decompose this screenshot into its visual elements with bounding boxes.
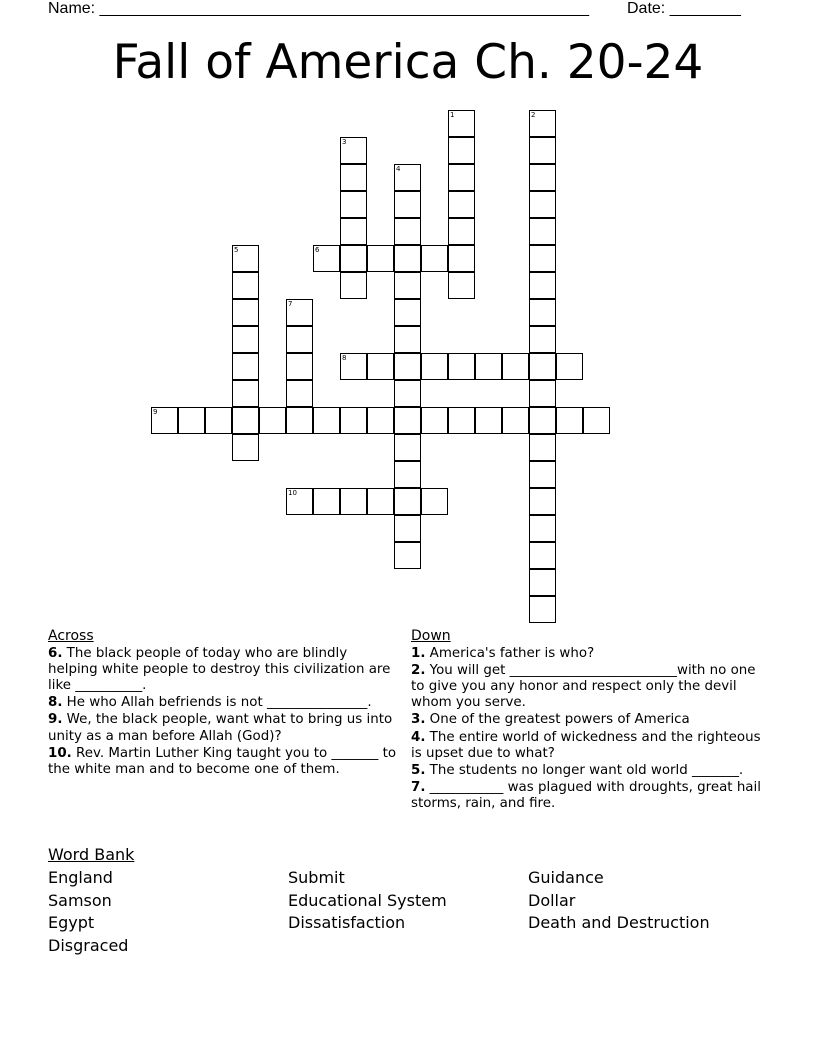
- crossword-cell[interactable]: [205, 407, 232, 434]
- crossword-cell[interactable]: [529, 569, 556, 596]
- crossword-cell[interactable]: [448, 137, 475, 164]
- clue-text: You will get _________________________with no one to give you any honor and respect only the devil whom you serve.: [411, 663, 756, 711]
- cell-number: 4: [396, 165, 401, 173]
- clue-text: The students no longer want old world _______.: [429, 762, 744, 778]
- crossword-cell[interactable]: [394, 461, 421, 488]
- crossword-cell[interactable]: [313, 245, 340, 272]
- crossword-cell[interactable]: [367, 488, 394, 515]
- crossword-cell[interactable]: [394, 380, 421, 407]
- cell-number: 3: [342, 138, 347, 146]
- clue-across-9: [48, 712, 398, 744]
- word-bank-item: Educational System: [288, 890, 447, 910]
- crossword-cell[interactable]: [448, 164, 475, 191]
- crossword-cell[interactable]: [286, 326, 313, 353]
- clue-down-3: [411, 712, 771, 728]
- crossword-cell[interactable]: [502, 407, 529, 434]
- crossword-cell[interactable]: [529, 137, 556, 164]
- crossword-cell[interactable]: [421, 353, 448, 380]
- down-heading: Down: [411, 628, 451, 644]
- crossword-cell[interactable]: [529, 407, 556, 434]
- crossword-cell[interactable]: [529, 434, 556, 461]
- date-field[interactable]: Date: ________: [627, 0, 741, 17]
- cell-number: 9: [153, 408, 158, 416]
- crossword-cell[interactable]: [421, 245, 448, 272]
- clue-number: 8.: [48, 695, 63, 711]
- crossword-cell[interactable]: [340, 191, 367, 218]
- crossword-cell[interactable]: [448, 353, 475, 380]
- crossword-cell[interactable]: [232, 353, 259, 380]
- crossword-cell[interactable]: [232, 434, 259, 461]
- cell-number: 8: [342, 354, 347, 362]
- crossword-cell[interactable]: [448, 191, 475, 218]
- word-bank-item: Submit: [288, 868, 345, 887]
- crossword-cell[interactable]: [556, 407, 583, 434]
- crossword-cell[interactable]: [340, 488, 367, 515]
- crossword-cell[interactable]: [313, 407, 340, 434]
- crossword-cell[interactable]: [232, 245, 259, 272]
- crossword-cell[interactable]: [232, 272, 259, 299]
- crossword-cell[interactable]: [394, 299, 421, 326]
- word-bank-item: Guidance: [528, 868, 604, 887]
- clue-text: He who Allah befriends is not _______________.: [66, 695, 372, 711]
- clue-number: 6.: [48, 646, 63, 662]
- clue-text: One of the greatest powers of America: [429, 712, 690, 728]
- clue-number: 5.: [411, 762, 426, 778]
- cell-number: 6: [315, 246, 320, 254]
- crossword-cell[interactable]: [421, 488, 448, 515]
- clue-number: 9.: [48, 712, 63, 728]
- crossword-cell[interactable]: [394, 353, 421, 380]
- crossword-cell[interactable]: [529, 596, 556, 623]
- across-heading: Across: [48, 628, 94, 644]
- clue-number: 3.: [411, 712, 426, 728]
- cell-number: 1: [450, 111, 455, 119]
- crossword-cell[interactable]: [394, 191, 421, 218]
- crossword-cell[interactable]: [232, 407, 259, 434]
- crossword-cell[interactable]: [367, 407, 394, 434]
- word-bank-item: Samson: [48, 890, 112, 910]
- clue-text: The entire world of wickedness and the righteous is upset due to what?: [411, 729, 761, 761]
- crossword-cell[interactable]: [529, 110, 556, 137]
- crossword-cell[interactable]: [286, 407, 313, 434]
- crossword-cell[interactable]: [529, 380, 556, 407]
- crossword-cell[interactable]: [529, 326, 556, 353]
- crossword-cell[interactable]: [394, 245, 421, 272]
- crossword-cell[interactable]: [313, 488, 340, 515]
- clue-text: America's father is who?: [429, 646, 595, 662]
- crossword-cell[interactable]: [448, 218, 475, 245]
- clue-down-2: [411, 663, 771, 711]
- crossword-cell[interactable]: [529, 299, 556, 326]
- crossword-cell[interactable]: [340, 137, 367, 164]
- crossword-cell[interactable]: [529, 542, 556, 569]
- crossword-cell[interactable]: [529, 272, 556, 299]
- crossword-cell[interactable]: [448, 110, 475, 137]
- crossword-cell[interactable]: [232, 299, 259, 326]
- crossword-cell[interactable]: [529, 353, 556, 380]
- page-title: Fall of America Ch. 20-24: [112, 35, 704, 90]
- crossword-cell[interactable]: [340, 164, 367, 191]
- crossword-cell[interactable]: [475, 353, 502, 380]
- name-field[interactable]: Name: _______________________________________________________: [48, 0, 589, 17]
- crossword-cell[interactable]: [151, 407, 178, 434]
- clue-across-6: [48, 646, 398, 694]
- crossword-cell[interactable]: [286, 488, 313, 515]
- crossword-cell[interactable]: [394, 164, 421, 191]
- word-bank-list: [48, 867, 768, 957]
- crossword-cell[interactable]: [529, 218, 556, 245]
- word-bank-item: Death and Destruction: [528, 913, 710, 932]
- clue-text: Rev. Martin Luther King taught you to _______ to the white man and to become one of them.: [48, 745, 397, 777]
- word-bank: [48, 845, 768, 957]
- crossword-cell[interactable]: [367, 245, 394, 272]
- clue-number: 2.: [411, 663, 426, 679]
- word-bank-item: England: [48, 868, 113, 887]
- clue-across-10: [48, 746, 398, 778]
- cell-number: 5: [234, 246, 239, 254]
- crossword-cell[interactable]: [340, 245, 367, 272]
- crossword-cell[interactable]: [556, 353, 583, 380]
- clue-text: The black people of today who are blindly helping white people to destroy this civilization are like __________.: [48, 646, 391, 694]
- crossword-cell[interactable]: [529, 245, 556, 272]
- clue-number: 1.: [411, 646, 426, 662]
- crossword-cell[interactable]: [232, 326, 259, 353]
- clue-text: We, the black people, want what to bring us into unity as a man before Allah (God)?: [48, 712, 393, 744]
- crossword-cell[interactable]: [286, 380, 313, 407]
- crossword-cell[interactable]: [421, 407, 448, 434]
- cell-number: 10: [288, 489, 297, 497]
- crossword-cell[interactable]: [367, 353, 394, 380]
- crossword-cell[interactable]: [340, 407, 367, 434]
- crossword-cell[interactable]: [448, 272, 475, 299]
- cell-number: 2: [531, 111, 536, 119]
- crossword-cell[interactable]: [448, 245, 475, 272]
- word-bank-heading: Word Bank: [48, 845, 135, 864]
- down-clues: [411, 628, 771, 813]
- word-bank-item: Dissatisfaction: [288, 913, 406, 932]
- clue-number: 10.: [48, 745, 72, 761]
- word-bank-item: Egypt: [48, 913, 95, 932]
- crossword-cell[interactable]: [529, 488, 556, 515]
- crossword-cell[interactable]: [529, 461, 556, 488]
- crossword-cell[interactable]: [340, 218, 367, 245]
- word-bank-item: Dollar: [528, 890, 576, 910]
- crossword-cell[interactable]: [529, 191, 556, 218]
- crossword-cell[interactable]: [394, 488, 421, 515]
- clue-number: 7.: [411, 779, 426, 795]
- clue-down-4: [411, 730, 771, 762]
- crossword-cell[interactable]: [502, 353, 529, 380]
- crossword-cell[interactable]: [340, 353, 367, 380]
- crossword-cell[interactable]: [286, 299, 313, 326]
- crossword-cell[interactable]: [259, 407, 286, 434]
- crossword-cell[interactable]: [394, 434, 421, 461]
- cell-number: 7: [288, 300, 293, 308]
- clue-down-5: [411, 763, 771, 779]
- clue-text: ___________ was plagued with droughts, great hail storms, rain, and fire.: [411, 779, 761, 811]
- crossword-cell[interactable]: [394, 326, 421, 353]
- clue-number: 4.: [411, 729, 426, 745]
- crossword-cell[interactable]: [529, 515, 556, 542]
- crossword-cell[interactable]: [394, 218, 421, 245]
- crossword-cell[interactable]: [394, 272, 421, 299]
- crossword-cell[interactable]: [475, 407, 502, 434]
- crossword-cell[interactable]: [286, 353, 313, 380]
- crossword-cell[interactable]: [232, 380, 259, 407]
- crossword-cell[interactable]: [529, 164, 556, 191]
- crossword-cell[interactable]: [340, 272, 367, 299]
- crossword-cell[interactable]: [394, 407, 421, 434]
- across-clues: [48, 628, 398, 779]
- clue-down-1: [411, 646, 771, 662]
- crossword-cell[interactable]: [394, 542, 421, 569]
- clue-across-8: [48, 695, 398, 711]
- crossword-cell[interactable]: [394, 515, 421, 542]
- clue-down-7: [411, 780, 771, 812]
- crossword-cell[interactable]: [178, 407, 205, 434]
- crossword-cell[interactable]: [448, 407, 475, 434]
- word-bank-item: Disgraced: [48, 935, 129, 955]
- crossword-cell[interactable]: [583, 407, 610, 434]
